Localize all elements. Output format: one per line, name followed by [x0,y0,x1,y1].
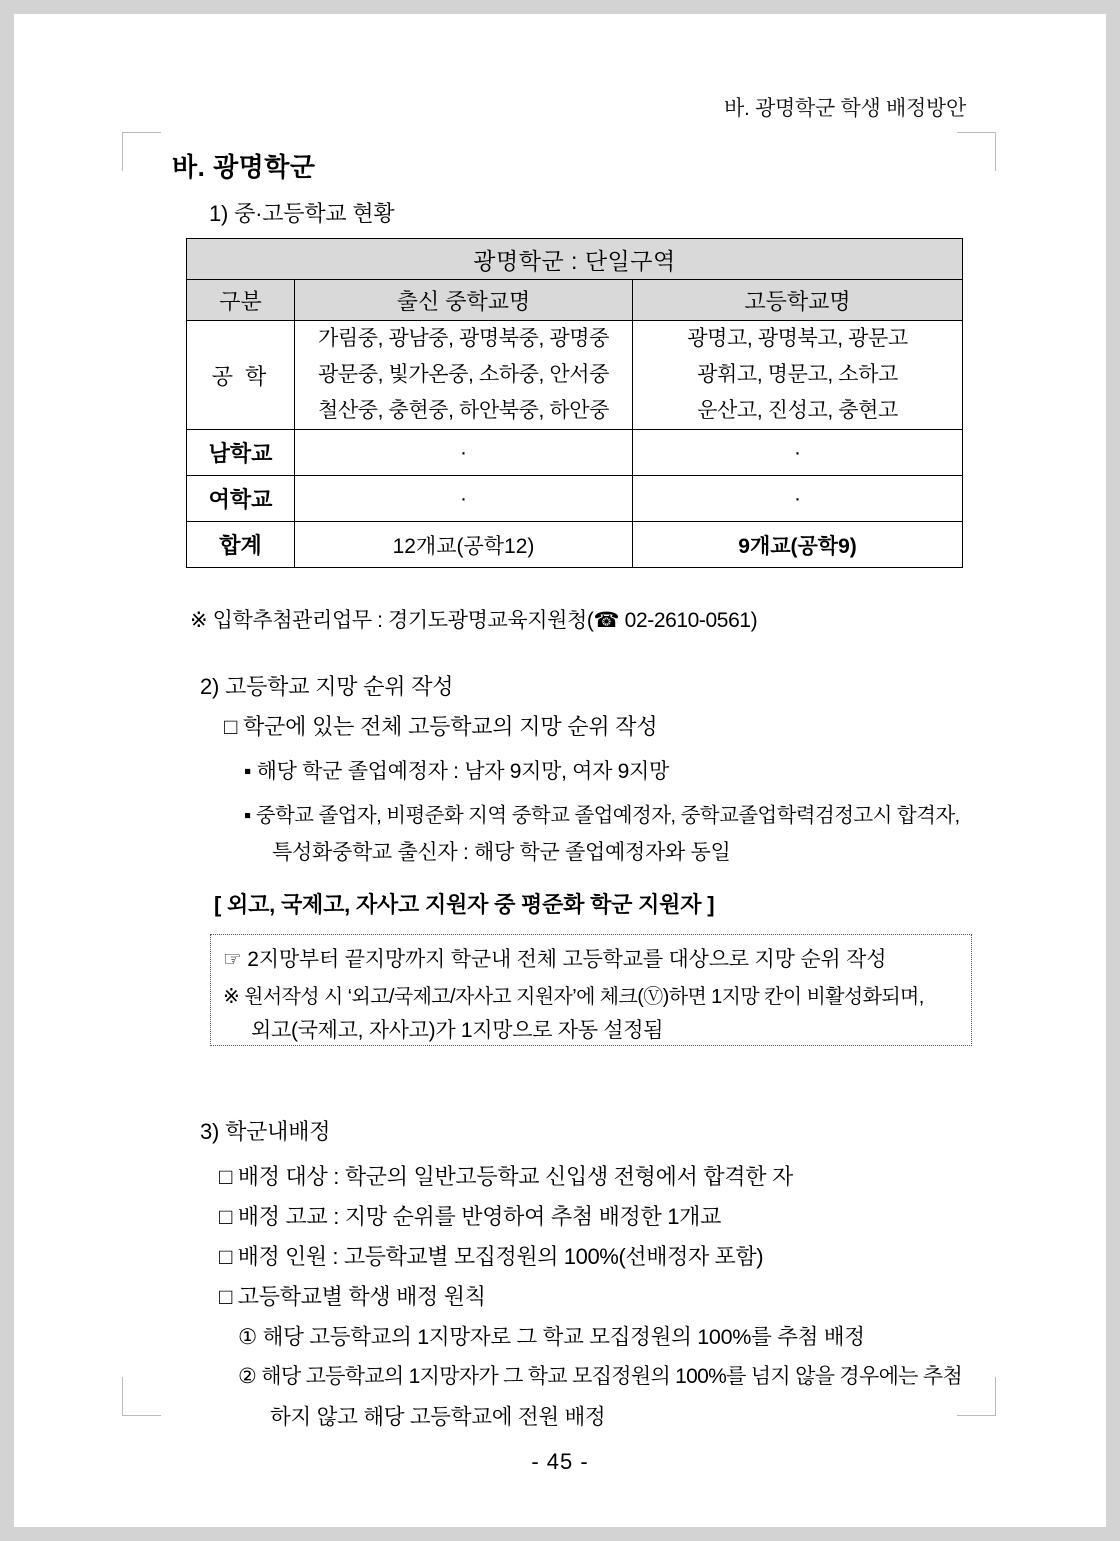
table-row [187,430,963,476]
note-box-line-1: ☞ 2지망부터 끝지망까지 학군내 전체 고등학교를 대상으로 지망 순위 작성 [223,948,887,971]
row-label-coed: 공 학 [187,321,295,430]
coed-middle-line-1: 가림중, 광남중, 광명북중, 광명중 [317,327,610,350]
crop-mark-top-right [957,132,996,171]
coed-middle-line-3: 철산중, 충현중, 하안북중, 하안중 [317,399,610,423]
running-header: 바. 광명학군 학생 배정방안 [724,97,966,120]
table-row [187,522,963,568]
school-status-table [186,238,963,568]
coed-high-schools [633,321,963,430]
section-2-subitem-1: ▪ 해당 학군 졸업예정자 : 남자 9지망, 여자 9지망 [244,760,670,783]
section-2-heading: 2) 고등학교 지망 순위 작성 [200,674,454,699]
section-3-heading: 3) 학군내배정 [200,1119,331,1144]
section-3-item-4: □ 고등학교별 학생 배정 원칙 [219,1284,486,1309]
crop-mark-top-left [122,132,161,171]
row-label-boys-school: 남학교 [187,430,295,476]
row-label-girls-school: 여학교 [187,476,295,522]
column-header-category: 구분 [187,280,295,321]
boys-middle-value: · [295,430,633,476]
section-3-item-3: □ 배정 인원 : 고등학교별 모집정원의 100%(선배정자 포함) [219,1244,764,1269]
section-3-item-1: □ 배정 대상 : 학군의 일반고등학교 신입생 전형에서 합격한 자 [219,1164,793,1189]
special-applicants-heading: [ 외고, 국제고, 자사고 지원자 중 평준화 학군 지원자 ] [214,892,715,917]
special-applicants-note-box [210,934,972,1046]
coed-high-line-2: 광휘고, 명문고, 소하고 [697,363,898,387]
note-box-line-2: ※ 원서작성 시 ‘외고/국제고/자사고 지원자’에 체크(Ⓥ)하면 1지망 칸이 비활성화되며, [223,986,924,1008]
document-page [14,14,1106,1527]
admission-lottery-note: ※ 입학추첨관리업무 : 경기도광명교육지원청(☎ 02-2610-0561) [190,609,758,632]
row-label-total: 합계 [187,522,295,568]
table-header-row [187,280,963,321]
section-3-circle-item-1: ① 해당 고등학교의 1지망자로 그 학교 모집정원의 100%를 추첨 배정 [238,1325,865,1349]
section-2-subitem-2-line-1: ▪ 중학교 졸업자, 비평준화 지역 중학교 졸업예정자, 중학교졸업학력검정고시 합격자, [244,804,960,827]
table-row [187,476,963,522]
coed-high-line-3: 운산고, 진성고, 충현고 [697,399,898,423]
crop-mark-bottom-left [122,1377,161,1416]
crop-mark-bottom-right [957,1377,996,1416]
page-number: - 45 - [531,1449,589,1474]
coed-middle-schools [295,321,633,430]
coed-high-line-1: 광명고, 광명북고, 광문고 [687,327,908,350]
table-band-title: 광명학군 : 단일구역 [187,239,963,280]
note-box-line-3: 외고(국제고, 자사고)가 1지망으로 자동 설정됨 [251,1019,664,1042]
girls-middle-value: · [295,476,633,522]
section-3-circle-item-2-line-1: ② 해당 고등학교의 1지망자가 그 학교 모집정원의 100%를 넘지 않을 경우에는 추첨 [238,1365,963,1388]
page-title: 바. 광명학군 [172,152,316,182]
column-header-high-schools: 고등학교명 [633,280,963,321]
table-band-row [187,239,963,280]
total-middle-value: 12개교(공학12) [295,522,633,568]
table-row [187,321,963,430]
total-high-value: 9개교(공학9) [633,522,963,568]
column-header-middle-schools: 출신 중학교명 [295,280,633,321]
boys-high-value: · [633,430,963,476]
girls-high-value: · [633,476,963,522]
section-1-heading: 1) 중·고등학교 현황 [209,201,395,226]
coed-middle-line-2: 광문중, 빛가온중, 소하중, 안서중 [317,363,610,387]
section-3-circle-item-2-line-2: 하지 않고 해당 고등학교에 전원 배정 [270,1405,606,1429]
section-2-item-1: □ 학군에 있는 전체 고등학교의 지망 순위 작성 [224,714,658,739]
section-2-subitem-2-line-2: 특성화중학교 출신자 : 해당 학군 졸업예정자와 동일 [272,841,731,864]
section-3-item-2: □ 배정 고교 : 지망 순위를 반영하여 추첨 배정한 1개교 [219,1204,722,1229]
